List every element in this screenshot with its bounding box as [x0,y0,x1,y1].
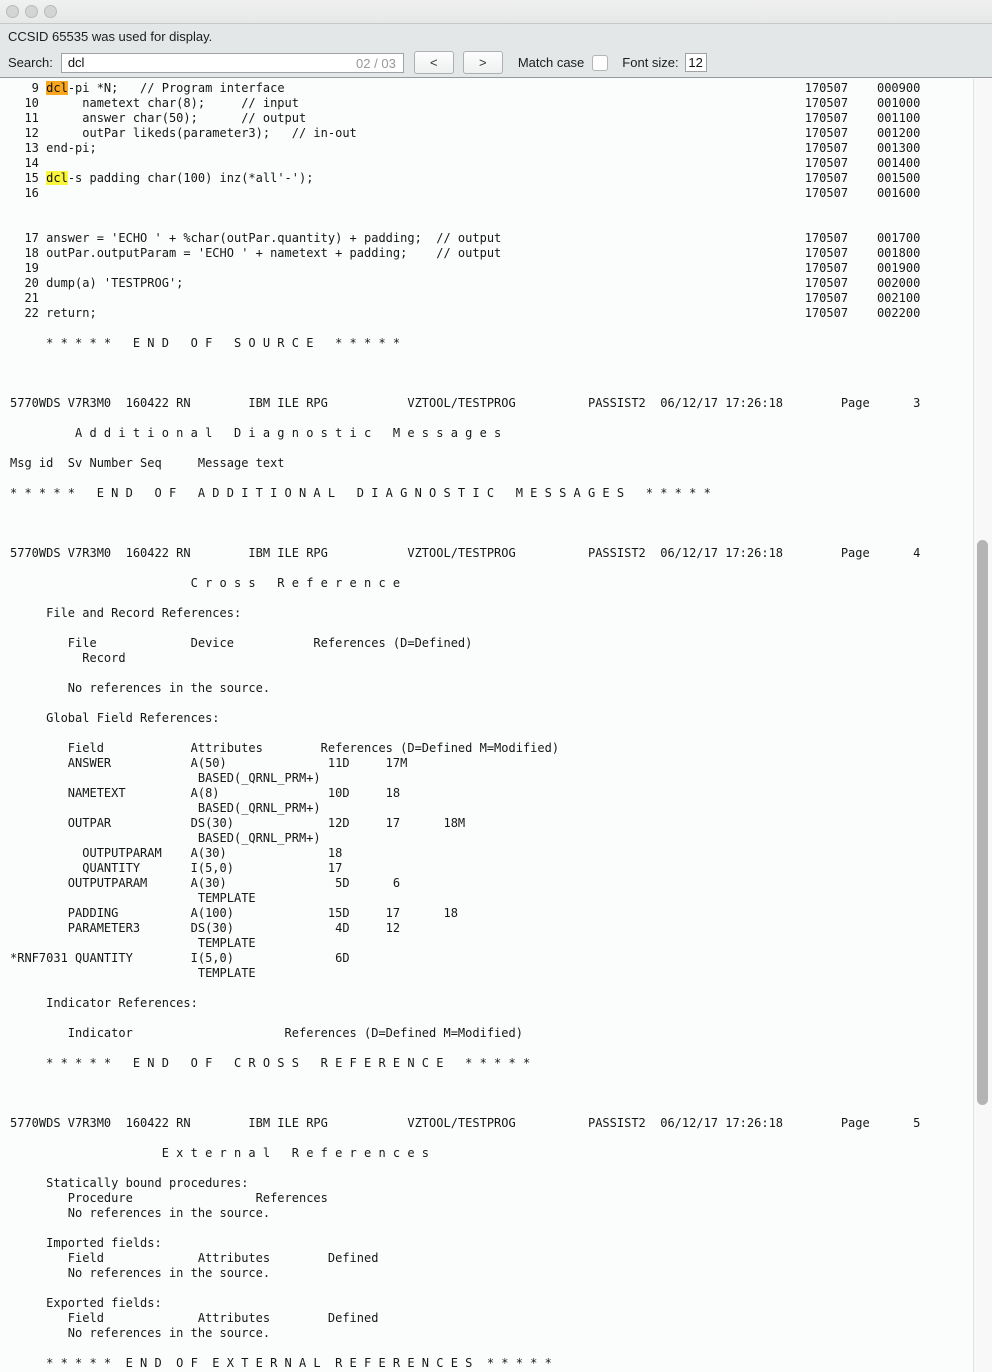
listing-line: 20 dump(a) 'TESTPROG'; 170507 002000 [10,276,921,290]
listing-line [10,1296,992,1311]
listing-text: * * * * * E N D O F E X T E R N A L R E F E R E N C E S * * * * * [10,1356,552,1370]
listing-line [10,936,992,951]
listing-line [10,1011,992,1026]
listing-line [10,1071,992,1086]
listing-line [10,531,992,546]
listing-line [10,1221,992,1236]
listing-line [10,711,992,726]
listing-line [10,981,992,996]
listing-line: 22 return; 170507 002200 [10,306,921,320]
listing-text: 13 end-pi; [10,141,97,155]
listing-line [10,1041,992,1056]
search-input[interactable] [61,53,404,73]
listing-line [10,1311,992,1326]
listing-line [10,801,992,816]
listing-text: Exported fields: [10,1296,162,1310]
ccsid-message: CCSID 65535 was used for display. [8,28,213,44]
listing-text: Global Field References: [10,711,220,725]
listing-text: PARAMETER3 DS(30) 4D 12 [10,921,401,935]
listing-line [10,501,992,516]
zoom-button[interactable] [44,5,57,18]
listing-line [10,321,992,336]
spool-viewer-content [0,78,992,1372]
ccsid-message-bar [0,24,992,48]
listing-text: PADDING A(100) 15D 17 18 [10,906,458,920]
listing-text: TEMPLATE [10,891,256,905]
listing-text: *RNF7031 QUANTITY I(5,0) 6D [10,951,350,965]
listing-text: OUTPUTPARAM A(30) 5D 6 [10,876,401,890]
listing-text: Indicator References: [10,996,198,1010]
listing-text: 14 [10,156,39,170]
font-size-input[interactable] [685,53,707,72]
listing-line [10,516,992,531]
listing-text: Procedure References [10,1191,328,1205]
listing-line [10,396,992,411]
listing-line: 21 170507 002100 [10,291,921,305]
minimize-button[interactable] [25,5,38,18]
listing-text: 15 [10,171,47,185]
listing-line [10,1056,992,1071]
listing-line [10,621,992,636]
listing-line [10,756,992,771]
listing-line [10,606,992,621]
listing-text: OUTPUTPARAM A(30) 18 [10,846,343,860]
listing-line [10,411,992,426]
listing-line [10,831,992,846]
listing-line [10,1281,992,1296]
listing-text: File and Record References: [10,606,242,620]
window-titlebar [0,0,992,24]
listing-line [10,426,992,441]
listing-text: Field Attributes References (D=Defined M=Modified) [10,741,560,755]
listing-text: -s padding char(100) inz(*all'-'); [67,171,314,185]
listing-line [10,201,992,216]
listing-line [10,1161,992,1176]
listing-text: File Device References (D=Defined) [10,636,473,650]
listing-text: C r o s s R e f e r e n c e [10,576,401,590]
listing-line [10,591,992,606]
listing-line [10,636,992,651]
listing-line [10,216,992,231]
listing-line [10,816,992,831]
listing-line [10,1356,992,1371]
listing-line [10,681,992,696]
listing-line [10,891,992,906]
listing-text: ANSWER A(50) 11D 17M [10,756,408,770]
listing-line [10,966,992,981]
listing-line [10,546,992,561]
listing-text: 18 outPar.outputParam = 'ECHO ' + nametext + padding; // output [10,246,502,260]
listing-line [10,906,992,921]
listing-line [10,1236,992,1251]
listing-text: 9 [10,81,47,95]
match-case-checkbox[interactable] [592,55,608,71]
listing-text: No references in the source. [10,681,271,695]
listing-text: 22 return; [10,306,97,320]
listing-line [10,786,992,801]
listing-line: 17 answer = 'ECHO ' + %char(outPar.quantity) + padding; // output 170507 001700 [10,231,921,245]
listing-text: A d d i t i o n a l D i a g n o s t i c M e s s a g e s [10,426,502,440]
listing-line: 12 outPar likeds(parameter3); // in-out 170507 001200 [10,126,921,140]
listing-text: Statically bound procedures: [10,1176,249,1190]
listing-line [10,1266,992,1281]
next-match-button[interactable]: > [463,51,503,74]
listing-text: * * * * * E N D O F C R O S S R E F E R E N C E * * * * * [10,1056,531,1070]
listing-line: 11 answer char(50); // output 170507 001100 [10,111,921,125]
listing-line [10,351,992,366]
listing-line [10,471,992,486]
listing-text: 5770WDS V7R3M0 160422 RN IBM ILE RPG VZTOOL/TESTPROG PASSIST2 06/12/17 17:26:18 Page 4 [10,546,921,560]
listing-text: 5770WDS V7R3M0 160422 RN IBM ILE RPG VZTOOL/TESTPROG PASSIST2 06/12/17 17:26:18 Page 5 [10,1116,921,1130]
listing-line [10,666,992,681]
listing-text: BASED(_QRNL_PRM+) [10,801,321,815]
listing-line [10,456,992,471]
listing-line [10,726,992,741]
listing-line: 16 170507 001600 [10,186,921,200]
listing-line [10,366,992,381]
listing-text: 16 [10,186,39,200]
listing-line [10,576,992,591]
listing-text: Indicator References (D=Defined M=Modified) [10,1026,523,1040]
listing-line [10,651,992,666]
listing-line: 10 nametext char(8); // input 170507 001000 [10,96,921,110]
listing-text: Record [10,651,126,665]
search-field-wrap [61,53,404,73]
listing-line [10,1341,992,1356]
search-match-counter: 02 / 03 [356,55,396,71]
listing-text: Msg id Sv Number Seq Message text [10,456,285,470]
listing-line [10,486,992,501]
listing-line [10,771,992,786]
listing [10,81,992,1371]
listing-line [10,1086,992,1101]
search-match-current: dcl [46,81,68,95]
listing-line: 18 outPar.outputParam = 'ECHO ' + nametext + padding; // output 170507 001800 [10,246,921,260]
listing-text: No references in the source. [10,1266,271,1280]
vertical-scrollbar-track[interactable] [973,79,992,1372]
listing-line [10,996,992,1011]
listing-line: 19 170507 001900 [10,261,921,275]
listing-line [10,1026,992,1041]
listing-text: BASED(_QRNL_PRM+) [10,831,321,845]
listing-line [10,1146,992,1161]
listing-text: 21 [10,291,39,305]
listing-line [10,741,992,756]
listing-text: E x t e r n a l R e f e r e n c e s [10,1146,430,1160]
listing-text: 11 answer char(50); // output [10,111,307,125]
listing-line [10,1206,992,1221]
listing-line [10,921,992,936]
listing-line [10,1191,992,1206]
close-button[interactable] [6,5,19,18]
listing-line [10,1251,992,1266]
listing-line: 9 dcl-pi *N; // Program interface 170507 000900 [10,81,921,95]
listing-line [10,1131,992,1146]
listing-line [10,336,992,351]
listing-text: NAMETEXT A(8) 10D 18 [10,786,401,800]
listing-line: 15 dcl-s padding char(100) inz(*all'-'); 170507 001500 [10,171,921,185]
previous-match-button[interactable]: < [414,51,454,74]
listing-line [10,951,992,966]
listing-line [10,1101,992,1116]
listing-line [10,876,992,891]
listing-line [10,1176,992,1191]
search-toolbar [0,48,992,78]
listing-line [10,561,992,576]
vertical-scrollbar-thumb[interactable] [977,540,988,1105]
listing-text: 17 answer = 'ECHO ' + %char(outPar.quantity) + padding; // output [10,231,502,245]
listing-text: * * * * * E N D O F S O U R C E * * * * * [10,336,401,350]
listing-text: 10 nametext char(8); // input [10,96,299,110]
listing-line [10,1116,992,1131]
font-size-label: Font size: [622,55,679,70]
listing-text: 20 dump(a) 'TESTPROG'; [10,276,184,290]
listing-line: 13 end-pi; 170507 001300 [10,141,921,155]
listing-text: Field Attributes Defined [10,1311,379,1325]
search-match: dcl [46,171,68,185]
listing-text: -pi *N; // Program interface [67,81,285,95]
listing-text: 5770WDS V7R3M0 160422 RN IBM ILE RPG VZTOOL/TESTPROG PASSIST2 06/12/17 17:26:18 Page 3 [10,396,921,410]
listing-line: 14 170507 001400 [10,156,921,170]
listing-text: No references in the source. [10,1206,271,1220]
listing-text: No references in the source. [10,1326,271,1340]
listing-text: Field Attributes Defined [10,1251,379,1265]
listing-text: * * * * * E N D O F A D D I T I O N A L D I A G N O S T I C M E S S A G E S * * * * * [10,486,711,500]
listing-line [10,696,992,711]
listing-text: TEMPLATE [10,966,256,980]
listing-text: TEMPLATE [10,936,256,950]
listing-text: BASED(_QRNL_PRM+) [10,771,321,785]
listing-line [10,861,992,876]
listing-text: Imported fields: [10,1236,162,1250]
search-label: Search: [8,55,53,70]
listing-text: QUANTITY I(5,0) 17 [10,861,343,875]
listing-line [10,1326,992,1341]
listing-line [10,846,992,861]
listing-text: 19 [10,261,39,275]
listing-text: 12 outPar likeds(parameter3); // in-out [10,126,357,140]
match-case-label: Match case [517,55,585,70]
listing-line [10,381,992,396]
listing-text: OUTPAR DS(30) 12D 17 18M [10,816,466,830]
listing-line [10,441,992,456]
